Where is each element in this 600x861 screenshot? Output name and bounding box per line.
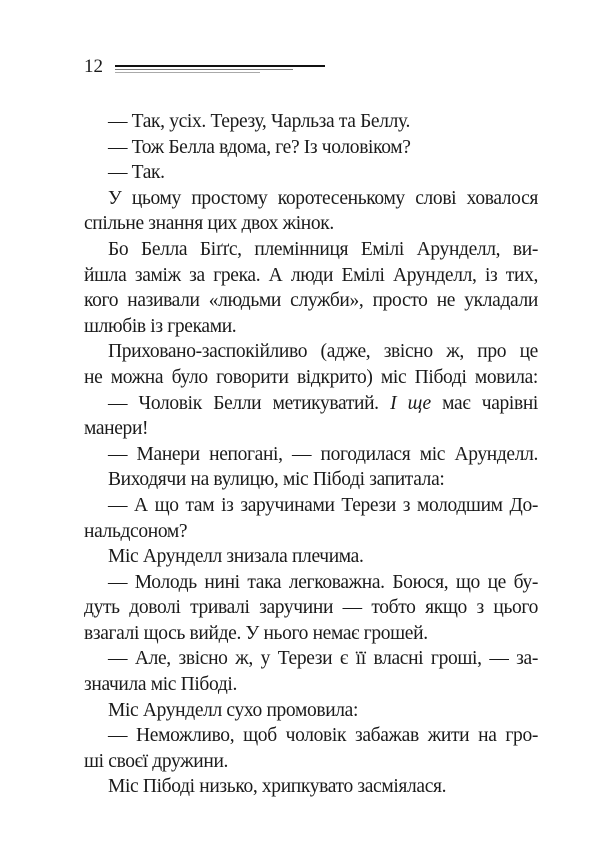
text-line: Виходячи на вулицю, міс Пібоді запитала: <box>108 469 445 491</box>
text-line: Міс Пібоді низько, хрипкувато засміялася. <box>108 776 447 798</box>
text-line: — Манери непогані, — погодилася міс Арунделл. <box>108 443 538 465</box>
text-line <box>84 391 538 417</box>
text-span: І ще <box>390 392 431 414</box>
text-line: ші своєї дружини. <box>84 750 229 772</box>
header-rule-thinner <box>115 72 260 73</box>
text-line: Приховано-заспокійливо (адже, звісно ж, про це <box>108 341 538 363</box>
text-line: нальдсоном? <box>84 520 188 542</box>
text-line: значила міс Пібоді. <box>84 674 237 696</box>
text-line: — А що там із заручинами Терези з молодшим До- <box>108 494 538 516</box>
text-line: — Але, звісно ж, у Терези є її власні гроші, — за- <box>108 648 538 670</box>
page-number: 12 <box>84 56 103 77</box>
text-line: дуть доволі тривалі заручини — тобто якщо з цього <box>84 597 538 619</box>
body-text <box>84 109 538 800</box>
header-rule-thin <box>115 69 293 70</box>
text-line: — Так. <box>108 162 165 184</box>
text-line: взагалі щось вийде. У нього немає грошей. <box>84 622 428 644</box>
text-line: йшла заміж за грека. А люди Емілі Арунделл, із тих, <box>84 264 538 286</box>
text-line: кого називали «людьми служби», просто не укладали <box>84 290 538 312</box>
text-line: манери! <box>84 418 149 440</box>
text-line: — Молодь нині така легковажна. Боюся, що це бу- <box>108 571 538 593</box>
text-line: — Неможливо, щоб чоловік забажав жити на гро- <box>108 725 538 747</box>
text-line: Міс Арунделл знизала плечима. <box>108 546 364 568</box>
text-line: Бо Белла Біґґс, племінниця Емілі Арунделл, ви- <box>108 238 538 260</box>
text-line: не можна було говорити відкрито) міс Пібоді мовила: <box>84 366 538 388</box>
text-span: має чарівні <box>430 392 538 414</box>
text-span: — Чоловік Белли метикуватий. <box>108 392 391 414</box>
text-line: У цьому простому коротесенькому слові ховалося <box>108 187 538 209</box>
text-line: Міс Арунделл сухо промовила: <box>108 699 359 721</box>
header-rule <box>115 65 325 67</box>
text-line: шлюбів із греками. <box>84 315 237 337</box>
text-line: спільне знання цих двох жінок. <box>84 213 334 235</box>
text-line: — Тож Белла вдома, ге? Із чоловіком? <box>108 136 411 158</box>
text-line: — Так, усіх. Терезу, Чарльза та Беллу. <box>108 111 410 132</box>
